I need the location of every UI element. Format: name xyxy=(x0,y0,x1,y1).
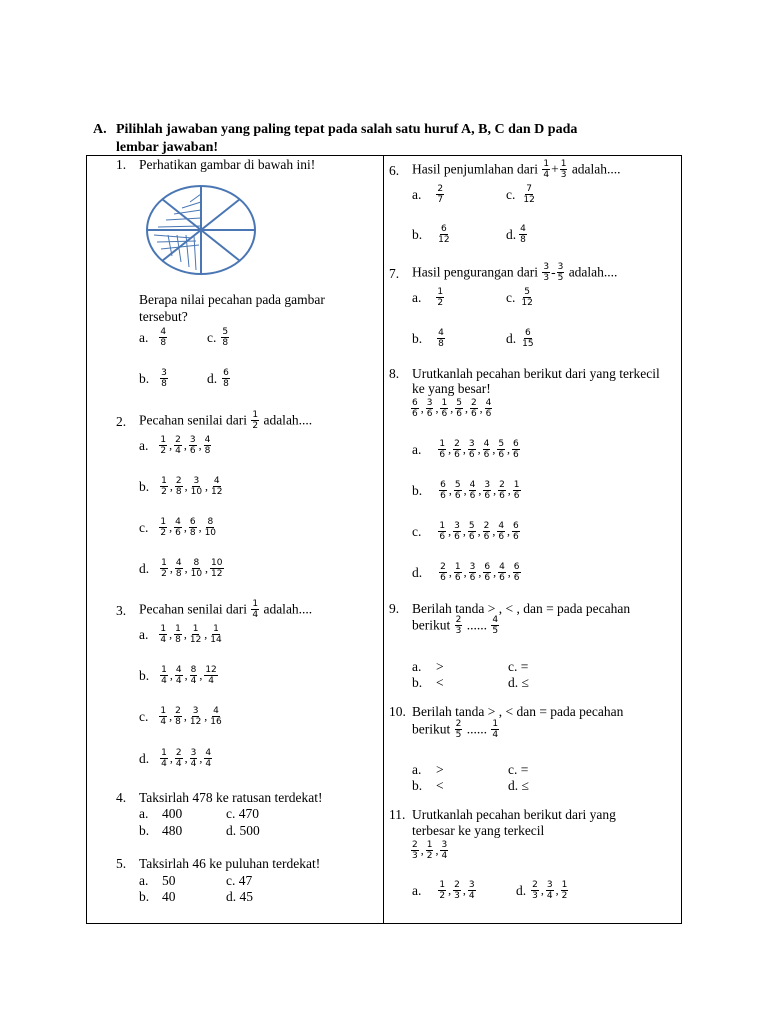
q10-option-d: d. ≤ xyxy=(508,778,529,793)
fraction: $\frac{3}{4}$ xyxy=(546,880,553,901)
q10-option-b-label: b. xyxy=(412,778,423,793)
q5-option-a: 50 xyxy=(162,873,176,888)
q8-text2: ke yang besar! xyxy=(412,381,491,396)
fraction: $\frac{4}{6}$ xyxy=(469,480,476,501)
q6-number: 6. xyxy=(389,163,400,178)
fraction: $\frac{1}{2}$ xyxy=(439,880,446,901)
fraction: $\frac{3}{6}$ xyxy=(484,480,491,501)
comma-separator: , xyxy=(169,751,173,765)
fraction: $\frac{2}{8}$ xyxy=(175,476,182,497)
comma-separator: , xyxy=(492,524,496,538)
q1-text: Perhatikan gambar di bawah ini! xyxy=(139,157,316,172)
fraction: $\frac{10}{12}$ xyxy=(211,558,223,579)
q7-number: 7. xyxy=(389,266,400,281)
fraction: $\frac{4}{6}$ xyxy=(498,521,505,542)
fraction: $\frac{2}{3}$ xyxy=(532,880,538,901)
fraction: $\frac{1}{6}$ xyxy=(441,398,448,419)
fraction: $\frac{4}{12}$ xyxy=(211,476,223,497)
q7-option-b: b. $\frac{4}{8}$ xyxy=(412,328,444,349)
fraction: $\frac{6}{8}$ xyxy=(223,368,229,389)
fraction: $\frac{2}{4}$ xyxy=(175,748,182,769)
fraction: $\frac{5}{6}$ xyxy=(454,480,461,501)
comma-separator: , xyxy=(183,627,187,641)
comma-separator: , xyxy=(435,401,439,415)
q6-option-d: d. $\frac{4}{8}$ xyxy=(506,224,526,245)
fraction: $\frac{1}{4}$ xyxy=(161,748,167,769)
fraction: $\frac{1}{4}$ xyxy=(543,159,550,180)
comma-separator: , xyxy=(507,442,511,456)
q3-option-c: c. $\frac{1}{4}$ , $\frac{2}{8}$ , $\frac{3}{12}$ , $\frac{4}{16}$ xyxy=(139,706,222,727)
q1-option-a xyxy=(139,327,168,348)
q4-option-c: c. 470 xyxy=(226,806,259,821)
fraction: $\frac{1}{14}$ xyxy=(210,624,222,645)
comma-separator: , xyxy=(169,438,173,452)
q6-option-a: a. $\frac{2}{7}$ xyxy=(412,184,444,205)
q1-option-c xyxy=(207,327,230,348)
fraction: $\frac{6}{6}$ xyxy=(513,439,519,460)
q1-option-d xyxy=(207,368,231,389)
comma-separator: , xyxy=(450,401,454,415)
comma-separator: , xyxy=(478,565,482,579)
comma-separator: , xyxy=(169,709,173,723)
q11-option-a: a. $\frac{1}{2}$ , $\frac{2}{3}$ , $\frac{3}{4}$ xyxy=(412,880,475,901)
q3-option-a: a. $\frac{1}{4}$ , $\frac{1}{8}$ , $\frac{1}{12}$ , $\frac{1}{14}$ xyxy=(139,624,222,645)
q4-option-b-label: b. xyxy=(139,823,150,838)
comma-separator: , xyxy=(204,627,208,641)
fraction: $\frac{6}{6}$ xyxy=(484,562,491,583)
fraction: $\frac{1}{6}$ xyxy=(439,439,446,460)
fraction: $\frac{5}{8}$ xyxy=(222,327,229,348)
q7-option-d: d. $\frac{6}{15}$ xyxy=(506,328,534,349)
q1-number: 1. xyxy=(116,157,127,172)
fraction: $\frac{1}{4}$ xyxy=(160,706,167,727)
fraction: $\frac{3}{8}$ xyxy=(161,368,167,389)
q5-option-d: d. 45 xyxy=(226,889,253,904)
fraction: $\frac{6}{6}$ xyxy=(440,480,446,501)
fraction: $\frac{3}{5}$ xyxy=(557,262,564,283)
fraction: $\frac{3}{4}$ xyxy=(468,880,475,901)
fraction: $\frac{2}{6}$ xyxy=(483,521,490,542)
comma-separator: , xyxy=(420,401,424,415)
q6-stem: Hasil penjumlahan dari $\frac{1}{4}$ + $\frac{1}{3}$ adalah.... xyxy=(412,159,621,180)
fraction: $\frac{2}{4}$ xyxy=(175,435,181,456)
q4-option-a: 400 xyxy=(162,806,183,821)
q2-option-b: b. $\frac{1}{2}$ , $\frac{2}{8}$ , $\frac{3}{10}$ , $\frac{4}{12}$ xyxy=(139,476,223,497)
fraction: $\frac{3}{3}$ xyxy=(543,262,550,283)
comma-separator: , xyxy=(507,565,511,579)
q11-option-d: d. $\frac{2}{3}$ , $\frac{3}{4}$ , $\frac{1}{2}$ xyxy=(516,880,568,901)
q10-option-c: c. = xyxy=(508,762,529,777)
fraction: $\frac{6}{8}$ xyxy=(189,517,196,538)
comma-separator: , xyxy=(198,520,202,534)
q5-option-c: c. 47 xyxy=(226,873,253,888)
q7-stem: Hasil pengurangan dari $\frac{3}{3}$ - $\frac{3}{5}$ adalah.... xyxy=(412,262,618,283)
fraction: $\frac{1}{2}$ xyxy=(161,558,167,579)
q8-option-b: b. $\frac{6}{6}$ , $\frac{5}{6}$ , $\frac{4}{6}$ , $\frac{3}{6}$ , $\frac{2}{6}$ , $\frac{1}{6}$ xyxy=(412,480,520,501)
comma-separator: , xyxy=(184,479,188,493)
comma-separator: , xyxy=(205,561,209,575)
fraction: $\frac{3}{6}$ xyxy=(454,521,460,542)
fraction: $\frac{4}{16}$ xyxy=(210,706,222,727)
q9-stem: berikut $\frac{2}{3}$ ...... $\frac{4}{5}$ xyxy=(412,615,499,636)
comma-separator: , xyxy=(462,442,466,456)
q4-option-a-label: a. xyxy=(139,806,149,821)
comma-separator: , xyxy=(463,565,467,579)
comma-separator: , xyxy=(448,883,452,897)
comma-separator: , xyxy=(540,883,544,897)
q7-option-a: a. $\frac{1}{2}$ xyxy=(412,287,444,308)
q5-text: Taksirlah 46 ke puluhan terdekat! xyxy=(139,856,321,871)
q10-option-a: > xyxy=(436,762,444,777)
fraction: $\frac{2}{6}$ xyxy=(454,439,460,460)
q8-option-a: a. $\frac{1}{6}$ , $\frac{2}{6}$ , $\frac{3}{6}$ , $\frac{4}{6}$ , $\frac{5}{6}$ , $\frac{6}{6}$ xyxy=(412,439,519,460)
q9-option-b-label: b. xyxy=(412,675,423,690)
fraction: $\frac{1}{4}$ xyxy=(160,624,167,645)
q3-stem: Pecahan senilai dari $\frac{1}{4}$ adalah.... xyxy=(139,599,313,620)
option-label: d. xyxy=(207,370,218,386)
fraction: $\frac{5}{6}$ xyxy=(498,439,505,460)
fraction: $\frac{1}{6}$ xyxy=(513,480,520,501)
q1-text3: tersebut? xyxy=(139,309,188,324)
comma-separator: , xyxy=(462,524,466,538)
comma-separator: , xyxy=(205,479,209,493)
comma-separator: , xyxy=(169,561,173,575)
fraction: $\frac{8}{10}$ xyxy=(204,517,217,538)
comma-separator: , xyxy=(183,438,187,452)
fraction: $\frac{2}{6}$ xyxy=(499,480,505,501)
fraction: $\frac{1}{4}$ xyxy=(161,665,167,686)
comma-separator: , xyxy=(448,565,452,579)
fraction: $\frac{4}{6}$ xyxy=(499,562,505,583)
fraction: $\frac{5}{6}$ xyxy=(456,398,462,419)
fraction: $\frac{4}{4}$ xyxy=(205,748,212,769)
section-letter: A. xyxy=(93,122,107,137)
comma-separator: , xyxy=(204,709,208,723)
q9-option-a: > xyxy=(436,659,444,674)
q4-text: Taksirlah 478 ke ratusan terdekat! xyxy=(139,790,323,805)
section-instruction-line1: Pilihlah jawaban yang paling tepat pada salah satu huruf A, B, C dan D pada xyxy=(116,122,578,137)
fraction: $\frac{2}{3}$ xyxy=(412,840,418,861)
comma-separator: , xyxy=(464,401,468,415)
q2-option-a: a. $\frac{1}{2}$ , $\frac{2}{4}$ , $\frac{3}{6}$ , $\frac{4}{8}$ xyxy=(139,435,211,456)
fraction: $\frac{1}{6}$ xyxy=(439,521,446,542)
comma-separator: , xyxy=(478,483,482,497)
q5-option-a-label: a. xyxy=(139,873,149,888)
q2-stem: Pecahan senilai dari $\frac{1}{2}$ adalah.... xyxy=(139,410,313,431)
q4-number: 4. xyxy=(116,790,127,805)
comma-separator: , xyxy=(492,442,496,456)
q10-number: 10. xyxy=(389,704,406,719)
comma-separator: , xyxy=(477,524,481,538)
comma-separator: , xyxy=(199,751,203,765)
fraction: $\frac{3}{12}$ xyxy=(189,706,202,727)
comma-separator: , xyxy=(448,524,452,538)
q8-option-c: c. $\frac{1}{6}$ , $\frac{3}{6}$ , $\frac{5}{6}$ , $\frac{2}{6}$ , $\frac{4}{6}$ , $\frac{6}{6}$ xyxy=(412,521,519,542)
comma-separator: , xyxy=(448,442,452,456)
fraction: $\frac{3}{4}$ xyxy=(190,748,197,769)
q10-stem: berikut $\frac{2}{5}$ ...... $\frac{1}{4}$ xyxy=(412,719,499,740)
fraction: $\frac{3}{6}$ xyxy=(468,439,475,460)
comma-separator: , xyxy=(183,709,187,723)
fraction: $\frac{1}{2}$ xyxy=(426,840,433,861)
comma-separator: , xyxy=(507,524,511,538)
q2-option-d: d. $\frac{1}{2}$ , $\frac{4}{8}$ , $\frac{8}{10}$ , $\frac{10}{12}$ xyxy=(139,558,223,579)
q10-option-b: < xyxy=(436,778,444,793)
q3-option-d: d. $\frac{1}{4}$ , $\frac{2}{4}$ , $\frac{3}{4}$ , $\frac{4}{4}$ xyxy=(139,748,212,769)
fraction: $\frac{2}{8}$ xyxy=(175,706,181,727)
comma-separator: , xyxy=(199,668,203,682)
fraction: $\frac{1}{2}$ xyxy=(561,880,568,901)
comma-separator: , xyxy=(555,883,559,897)
comma-separator: , xyxy=(184,751,188,765)
fraction: $\frac{1}{8}$ xyxy=(175,624,181,645)
fraction: $\frac{4}{8}$ xyxy=(160,327,167,348)
fraction: $\frac{1}{2}$ xyxy=(160,517,167,538)
q6-option-b: b. $\frac{6}{12}$ xyxy=(412,224,450,245)
fraction: $\frac{4}{6}$ xyxy=(175,517,181,538)
q10-option-a-label: a. xyxy=(412,762,422,777)
q8-option-d: d. $\frac{2}{6}$ , $\frac{1}{6}$ , $\frac{3}{6}$ , $\frac{6}{6}$ , $\frac{4}{6}$ , $\frac{6}{6}$ xyxy=(412,562,520,583)
fraction: $\frac{3}{6}$ xyxy=(426,398,433,419)
comma-separator: , xyxy=(435,843,439,857)
q1-text2: Berapa nilai pecahan pada gambar xyxy=(139,292,325,307)
q4-option-d: d. 500 xyxy=(226,823,260,838)
comma-separator: , xyxy=(448,483,452,497)
comma-separator: , xyxy=(183,520,187,534)
q9-option-d: d. ≤ xyxy=(508,675,529,690)
comma-separator: , xyxy=(184,561,188,575)
fraction: $\frac{3}{10}$ xyxy=(190,476,203,497)
q6-option-c: c. $\frac{7}{12}$ xyxy=(506,184,535,205)
option-label: a. xyxy=(139,329,149,345)
comma-separator: , xyxy=(463,483,467,497)
q5-option-b-label: b. xyxy=(139,889,150,904)
fraction: $\frac{1}{6}$ xyxy=(454,562,461,583)
q8-text: Urutkanlah pecahan berikut dari yang terkecil xyxy=(412,366,660,381)
option-label: b. xyxy=(139,370,150,386)
comma-separator: , xyxy=(169,668,173,682)
q11-number: 11. xyxy=(389,807,406,822)
q7-option-c: c. $\frac{5}{12}$ xyxy=(506,287,533,308)
q1-option-b xyxy=(139,368,169,389)
fraction: $\frac{5}{6}$ xyxy=(468,521,475,542)
comma-separator: , xyxy=(420,843,424,857)
comma-separator: , xyxy=(169,479,173,493)
fraction: $\frac{1}{2}$ xyxy=(161,476,167,497)
fraction: $\frac{6}{6}$ xyxy=(513,562,520,583)
q9-option-c: c. = xyxy=(508,659,529,674)
comma-separator: , xyxy=(493,565,497,579)
q3-number: 3. xyxy=(116,603,127,618)
q2-option-c: c. $\frac{1}{2}$ , $\frac{4}{6}$ , $\frac{6}{8}$ , $\frac{8}{10}$ xyxy=(139,517,217,538)
q2-number: 2. xyxy=(116,414,127,429)
fraction: $\frac{3}{6}$ xyxy=(189,435,196,456)
fraction: $\frac{3}{6}$ xyxy=(469,562,476,583)
fraction: $\frac{3}{4}$ xyxy=(441,840,448,861)
q1-circle-figure xyxy=(144,183,258,277)
q10-text: Berilah tanda > , < dan = pada pecahan xyxy=(412,704,624,719)
fraction: $\frac{4}{6}$ xyxy=(483,439,490,460)
fraction: $\frac{6}{6}$ xyxy=(412,398,418,419)
comma-separator: , xyxy=(462,883,466,897)
fraction: $\frac{6}{6}$ xyxy=(513,521,519,542)
fraction: $\frac{1}{12}$ xyxy=(189,624,202,645)
comma-separator: , xyxy=(493,483,497,497)
comma-separator: , xyxy=(169,627,173,641)
fraction: $\frac{4}{8}$ xyxy=(204,435,211,456)
fraction: $\frac{8}{4}$ xyxy=(190,665,197,686)
fraction: $\frac{1}{2}$ xyxy=(160,435,167,456)
q5-option-b: 40 xyxy=(162,889,176,904)
comma-separator: , xyxy=(198,438,202,452)
fraction: $\frac{1}{4}$ xyxy=(252,599,259,620)
comma-separator: , xyxy=(477,442,481,456)
fraction: $\frac{12}{4}$ xyxy=(205,665,217,686)
q8-number: 8. xyxy=(389,366,400,381)
q9-text: Berilah tanda > , < , dan = pada pecahan xyxy=(412,601,631,616)
section-instruction-line2: lembar jawaban! xyxy=(116,140,219,155)
fraction: $\frac{2}{6}$ xyxy=(470,398,477,419)
fraction: $\frac{1}{2}$ xyxy=(252,410,259,431)
q3-option-b: b. $\frac{1}{4}$ , $\frac{4}{4}$ , $\frac{8}{4}$ , $\frac{12}{4}$ xyxy=(139,665,217,686)
q11-given xyxy=(410,840,449,861)
q9-number: 9. xyxy=(389,601,400,616)
comma-separator: , xyxy=(479,401,483,415)
comma-separator: , xyxy=(184,668,188,682)
q5-number: 5. xyxy=(116,856,127,871)
comma-separator: , xyxy=(507,483,511,497)
option-label: c. xyxy=(207,329,217,345)
fraction: $\frac{4}{6}$ xyxy=(485,398,492,419)
fraction: $\frac{4}{8}$ xyxy=(175,558,182,579)
q9-option-b: < xyxy=(436,675,444,690)
q4-option-b: 480 xyxy=(162,823,183,838)
q11-text: Urutkanlah pecahan berikut dari yang xyxy=(412,807,616,822)
column-divider xyxy=(383,155,384,924)
q11-text2: terbesar ke yang terkecil xyxy=(412,823,545,838)
comma-separator: , xyxy=(169,520,173,534)
fraction: $\frac{2}{6}$ xyxy=(440,562,446,583)
fraction: $\frac{8}{10}$ xyxy=(190,558,203,579)
fraction: $\frac{2}{3}$ xyxy=(454,880,460,901)
fraction: $\frac{1}{3}$ xyxy=(560,159,567,180)
q8-given xyxy=(410,398,493,419)
q9-option-a-label: a. xyxy=(412,659,422,674)
fraction: $\frac{4}{4}$ xyxy=(175,665,182,686)
